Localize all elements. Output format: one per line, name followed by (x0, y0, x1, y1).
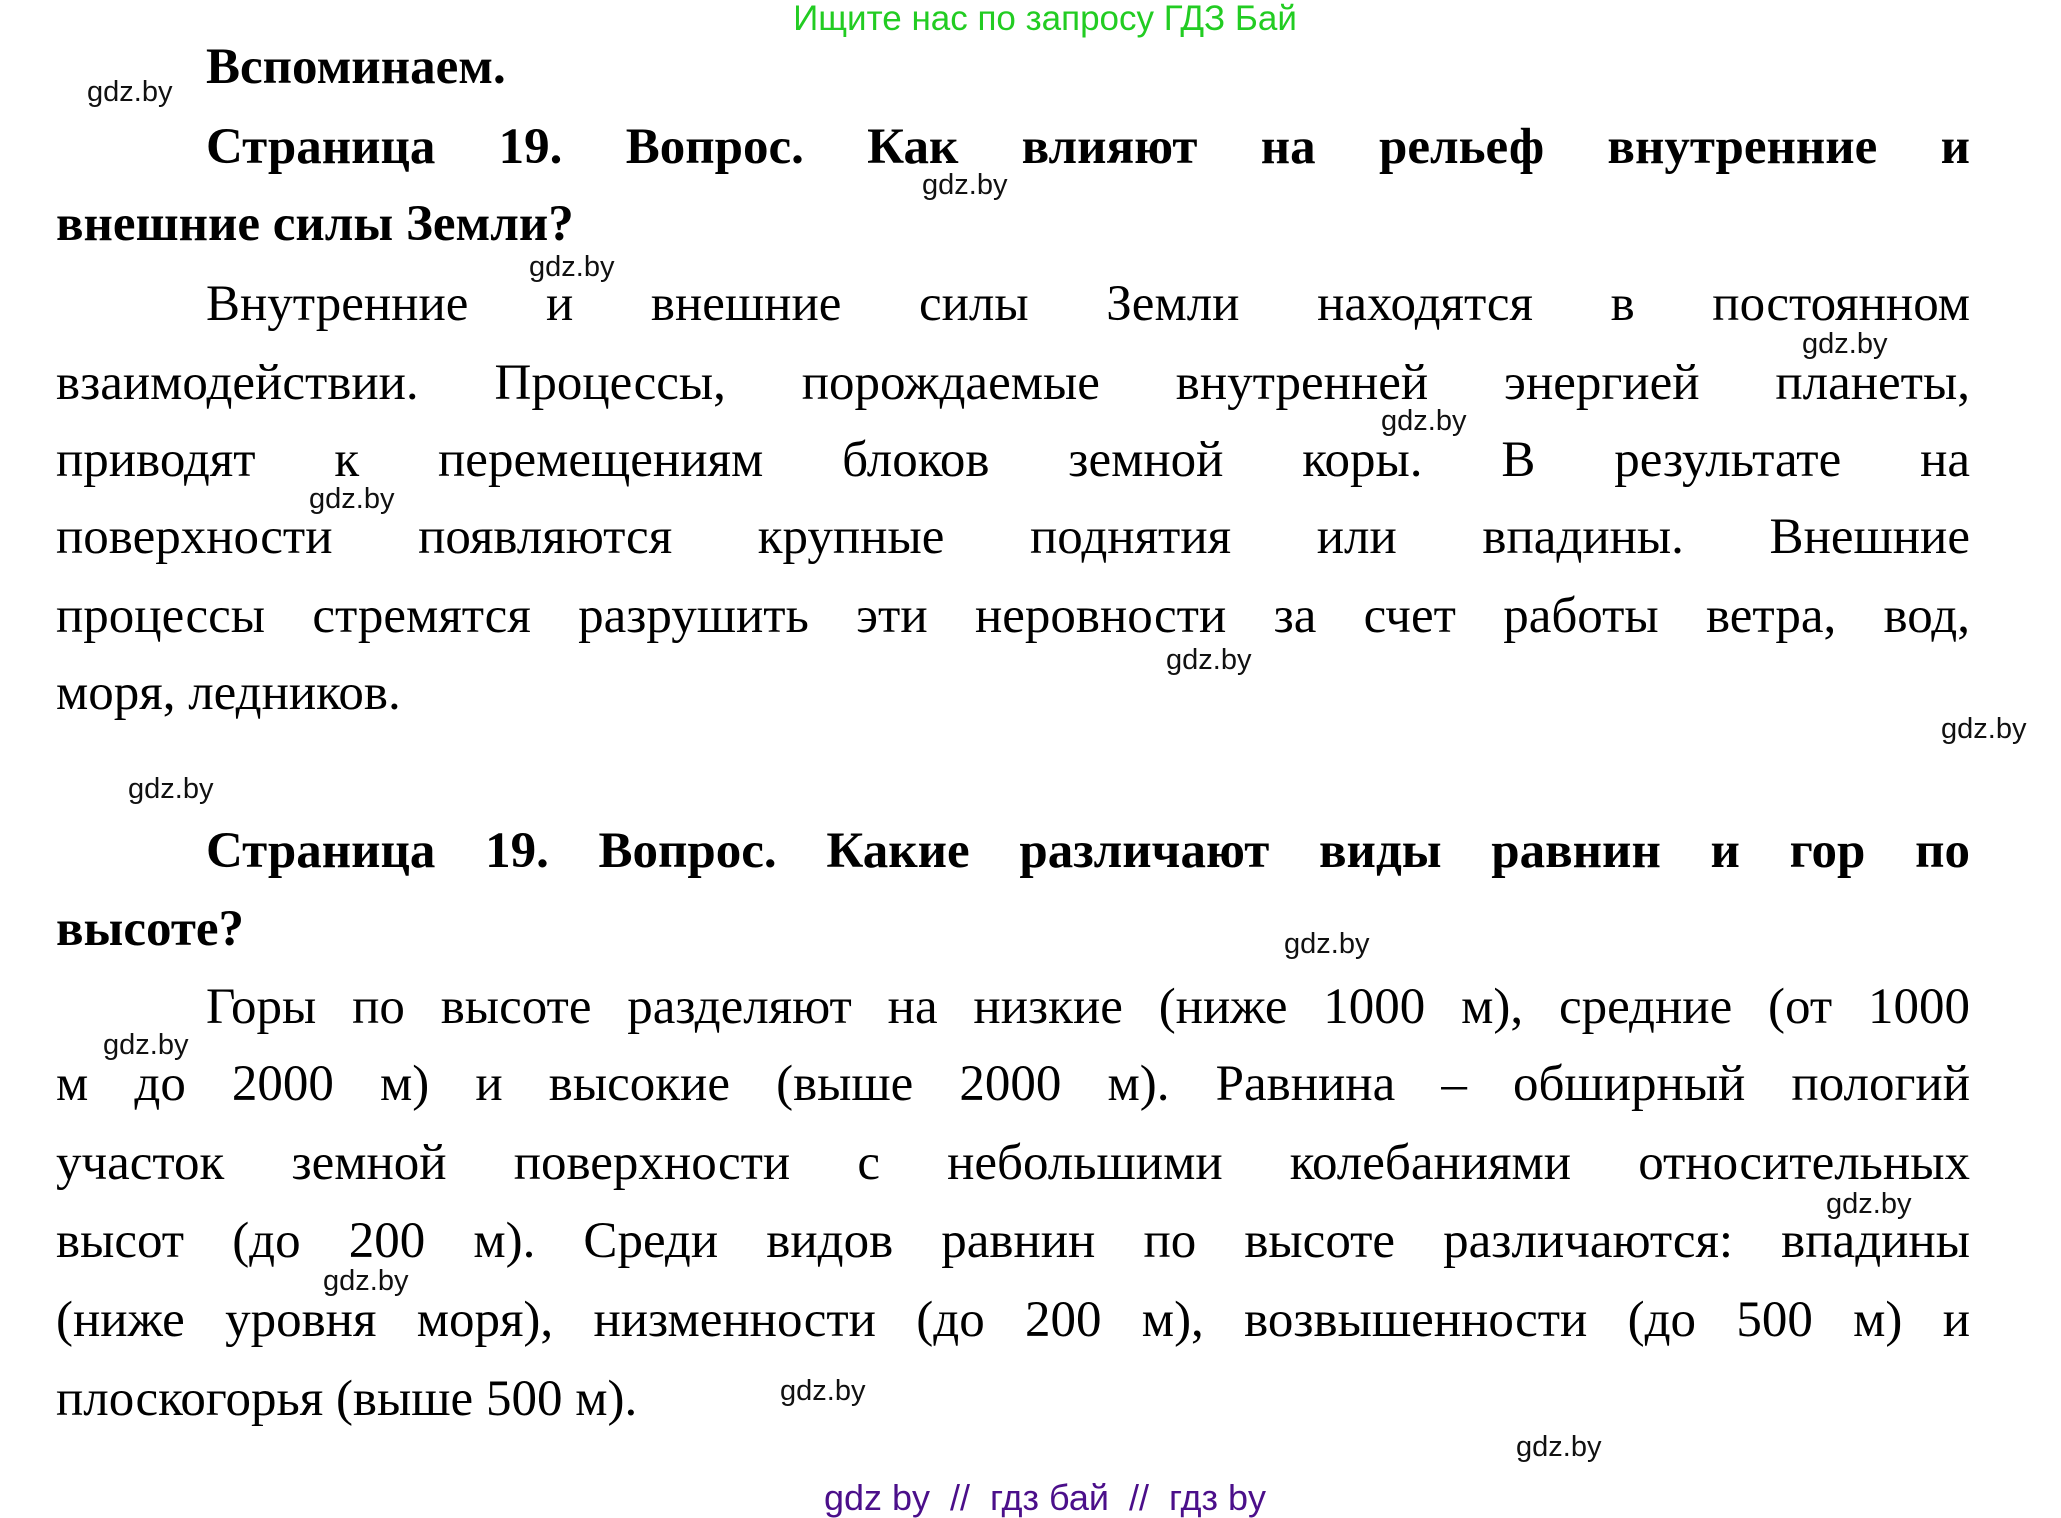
answer-2-line: м до 2000 м) и высокие (выше 2000 м). Равнина – обширный пологий (56, 1056, 1970, 1112)
watermark: gdz.by (323, 1265, 409, 1297)
answer-2-line: участок земной поверхности с небольшими колебаниями относительных (56, 1135, 1970, 1191)
answer-1-line: приводят к перемещениям блоков земной коры. В результате на (56, 432, 1970, 488)
answer-1-line: Внутренние и внешние силы Земли находятся в постоянном (206, 276, 1970, 332)
watermark: gdz.by (780, 1375, 866, 1407)
answer-1-line: процессы стремятся разрушить эти неровности за счет работы ветра, вод, (56, 588, 1970, 644)
watermark: gdz.by (1166, 644, 1252, 676)
watermark: gdz.by (1826, 1188, 1912, 1220)
watermark: gdz.by (128, 773, 214, 805)
question-1-title-line: внешние силы Земли? (56, 196, 574, 252)
watermark: gdz.by (103, 1029, 189, 1061)
answer-2-line: плоскогорья (выше 500 м). (56, 1371, 638, 1427)
watermark: gdz.by (529, 251, 615, 283)
answer-1-line: поверхности появляются крупные поднятия или впадины. Внешние (56, 509, 1970, 565)
watermark: gdz.by (1284, 928, 1370, 960)
header-ad-text: Ищите нас по запросу ГДЗ Бай (793, 0, 1297, 38)
watermark: gdz.by (309, 483, 395, 515)
answer-1-line: взаимодействии. Процессы, порождаемые внутренней энергией планеты, (56, 355, 1970, 411)
watermark: gdz.by (1381, 405, 1467, 437)
question-1-title-line: Страница 19. Вопрос. Как влияют на рельеф внутренние и (206, 119, 1970, 175)
answer-2-line: Горы по высоте разделяют на низкие (ниже 1000 м), средние (от 1000 (206, 979, 1970, 1035)
section-title: Вспоминаем. (206, 39, 506, 95)
question-2-title-line: Страница 19. Вопрос. Какие различают виды равнин и гор по (206, 823, 1970, 879)
watermark: gdz.by (1516, 1431, 1602, 1463)
watermark: gdz.by (1941, 713, 2027, 745)
watermark: gdz.by (1802, 328, 1888, 360)
answer-2-line: высот (до 200 м). Среди видов равнин по высоте различаются: впадины (56, 1213, 1970, 1269)
footer-links-text: gdz by // гдз бай // гдз by (823, 1477, 1267, 1518)
answer-1-line: моря, ледников. (56, 665, 401, 721)
answer-2-line: (ниже уровня моря), низменности (до 200 м), возвышенности (до 500 м) и (56, 1292, 1970, 1348)
question-2-title-line: высоте? (56, 901, 245, 957)
watermark: gdz.by (87, 76, 173, 108)
watermark: gdz.by (922, 169, 1008, 201)
